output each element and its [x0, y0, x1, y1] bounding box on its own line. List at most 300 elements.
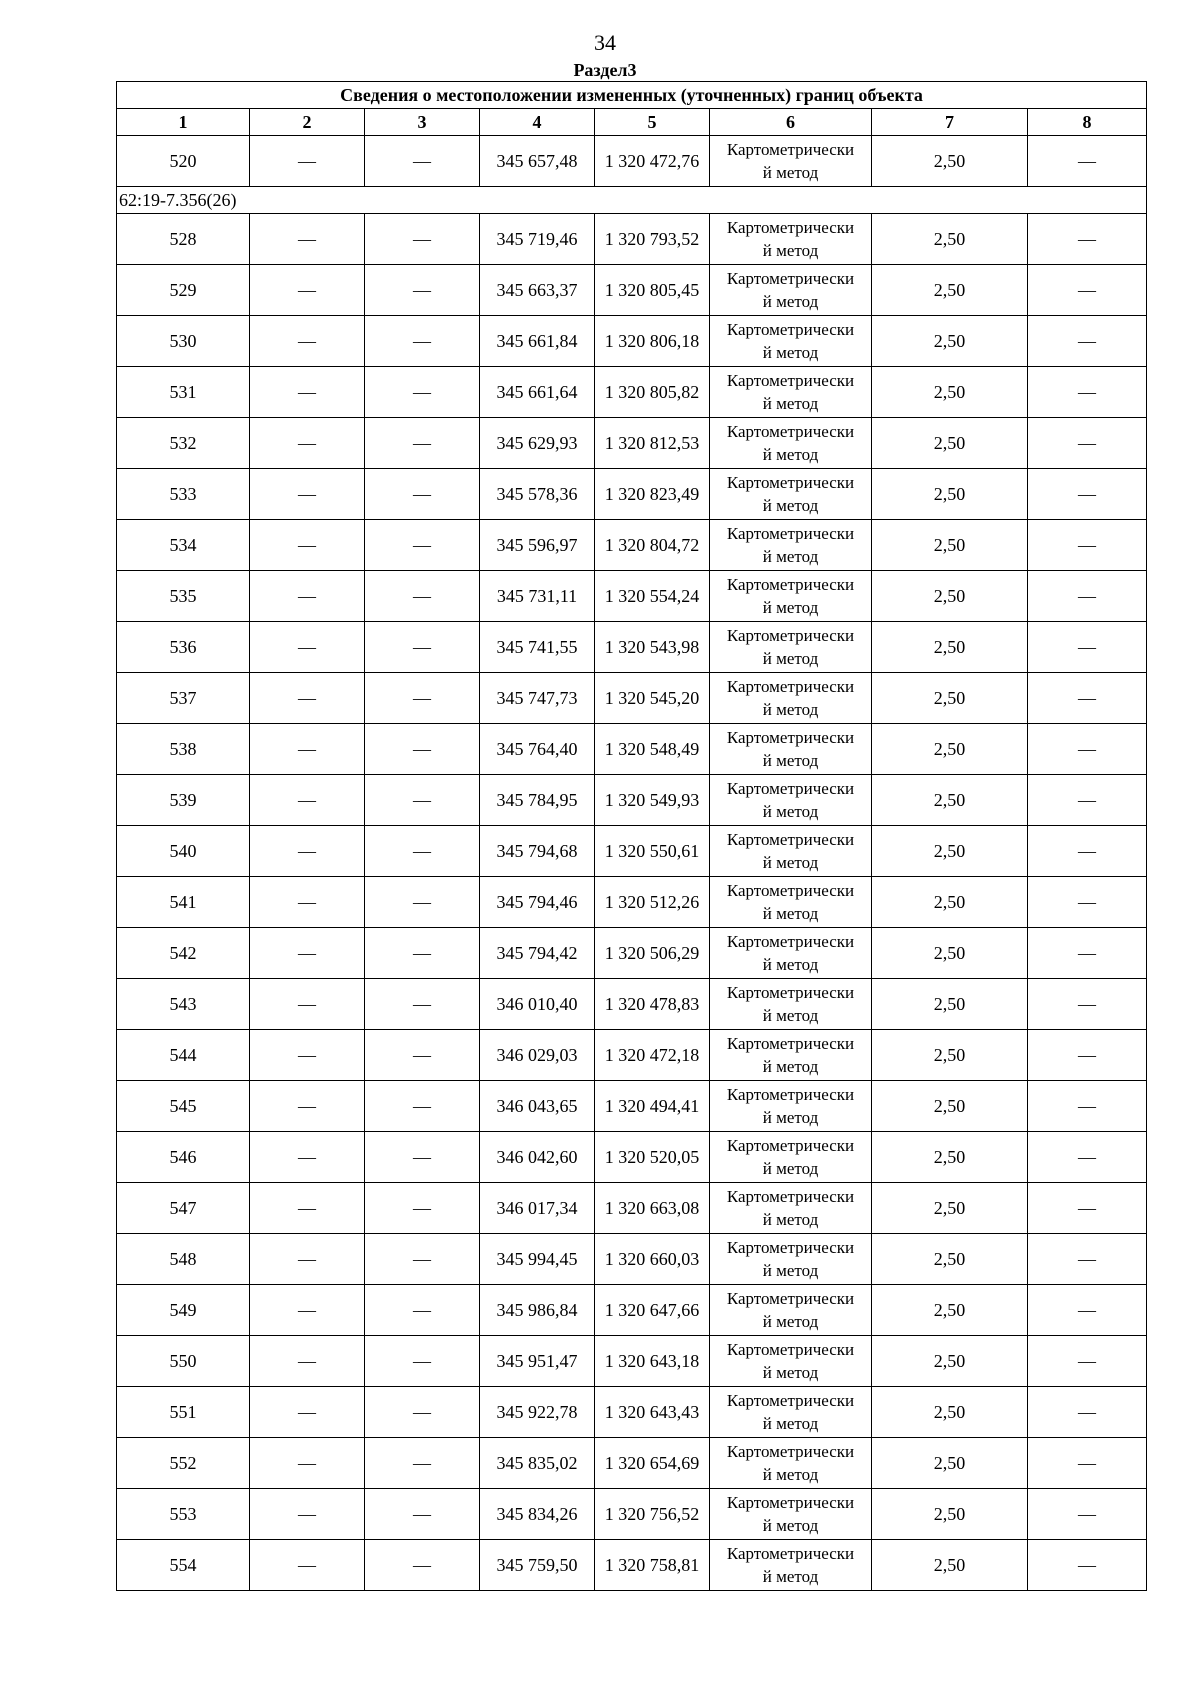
empty-dash: — — [250, 1183, 365, 1234]
point-number: 541 — [117, 877, 250, 928]
method-line: й метод — [762, 598, 819, 617]
empty-dash: — — [365, 469, 480, 520]
point-number: 531 — [117, 367, 250, 418]
table-row — [117, 877, 1147, 928]
method-cell — [710, 571, 872, 622]
method-line: Картометрически — [726, 1187, 855, 1206]
y-coordinate: 1 320 643,43 — [595, 1387, 710, 1438]
method-line: Картометрически — [726, 371, 855, 390]
empty-dash: — — [365, 1030, 480, 1081]
point-number: 532 — [117, 418, 250, 469]
point-number: 552 — [117, 1438, 250, 1489]
method-line: Картометрически — [726, 1289, 855, 1308]
section-label: Раздел3 — [573, 60, 637, 80]
y-coordinate: 1 320 643,18 — [595, 1336, 710, 1387]
method-cell — [710, 1438, 872, 1489]
empty-dash: — — [250, 1285, 365, 1336]
table-row — [117, 1438, 1147, 1489]
y-coordinate: 1 320 663,08 — [595, 1183, 710, 1234]
empty-dash: — — [250, 1234, 365, 1285]
y-coordinate: 1 320 472,18 — [595, 1030, 710, 1081]
point-number: 549 — [117, 1285, 250, 1336]
y-coordinate: 1 320 758,81 — [595, 1540, 710, 1591]
empty-dash: — — [1028, 214, 1147, 265]
point-number: 554 — [117, 1540, 250, 1591]
x-coordinate: 345 731,11 — [480, 571, 595, 622]
empty-dash: — — [365, 1540, 480, 1591]
empty-dash: — — [365, 136, 480, 187]
method-line: й метод — [762, 700, 819, 719]
method-line: й метод — [762, 496, 819, 515]
empty-dash: — — [250, 316, 365, 367]
method-line: й метод — [762, 955, 819, 974]
empty-dash: — — [365, 1081, 480, 1132]
method-line: й метод — [762, 1006, 819, 1025]
column-number: 5 — [595, 109, 710, 136]
table-row — [117, 928, 1147, 979]
method-cell — [710, 928, 872, 979]
table-row — [117, 724, 1147, 775]
empty-dash: — — [250, 1081, 365, 1132]
x-coordinate: 345 951,47 — [480, 1336, 595, 1387]
x-coordinate: 346 029,03 — [480, 1030, 595, 1081]
empty-dash: — — [1028, 367, 1147, 418]
table-row — [117, 1081, 1147, 1132]
x-coordinate: 346 010,40 — [480, 979, 595, 1030]
x-coordinate: 345 922,78 — [480, 1387, 595, 1438]
column-number: 3 — [365, 109, 480, 136]
empty-dash: — — [250, 1438, 365, 1489]
column-number: 8 — [1028, 109, 1147, 136]
y-coordinate: 1 320 472,76 — [595, 136, 710, 187]
x-coordinate: 345 747,73 — [480, 673, 595, 724]
method-cell — [710, 469, 872, 520]
empty-dash: — — [365, 673, 480, 724]
table-row — [117, 265, 1147, 316]
empty-dash: — — [1028, 136, 1147, 187]
x-coordinate: 345 986,84 — [480, 1285, 595, 1336]
empty-dash: — — [1028, 418, 1147, 469]
accuracy-value: 2,50 — [872, 979, 1028, 1030]
table-row — [117, 520, 1147, 571]
y-coordinate: 1 320 756,52 — [595, 1489, 710, 1540]
y-coordinate: 1 320 543,98 — [595, 622, 710, 673]
y-coordinate: 1 320 812,53 — [595, 418, 710, 469]
point-number: 520 — [117, 136, 250, 187]
empty-dash: — — [250, 469, 365, 520]
y-coordinate: 1 320 512,26 — [595, 877, 710, 928]
empty-dash: — — [1028, 1081, 1147, 1132]
empty-dash: — — [250, 520, 365, 571]
empty-dash: — — [250, 724, 365, 775]
method-cell — [710, 826, 872, 877]
empty-dash: — — [1028, 1438, 1147, 1489]
method-line: й метод — [762, 1312, 819, 1331]
point-number: 550 — [117, 1336, 250, 1387]
y-coordinate: 1 320 823,49 — [595, 469, 710, 520]
table-row — [117, 214, 1147, 265]
empty-dash: — — [1028, 1030, 1147, 1081]
x-coordinate: 345 794,46 — [480, 877, 595, 928]
method-line: й метод — [762, 649, 819, 668]
y-coordinate: 1 320 805,45 — [595, 265, 710, 316]
table-title: Сведения о местоположении измененных (уточненных) границ объекта — [117, 82, 1147, 109]
empty-dash: — — [365, 775, 480, 826]
accuracy-value: 2,50 — [872, 1183, 1028, 1234]
method-cell — [710, 214, 872, 265]
y-coordinate: 1 320 793,52 — [595, 214, 710, 265]
method-line: Картометрически — [726, 422, 855, 441]
y-coordinate: 1 320 478,83 — [595, 979, 710, 1030]
method-line: Картометрически — [726, 269, 855, 288]
method-cell — [710, 1540, 872, 1591]
empty-dash: — — [250, 826, 365, 877]
method-line: й метод — [762, 1465, 819, 1484]
point-number: 529 — [117, 265, 250, 316]
group-row — [117, 187, 1147, 214]
point-number: 534 — [117, 520, 250, 571]
empty-dash: — — [250, 418, 365, 469]
table-row — [117, 469, 1147, 520]
point-number: 530 — [117, 316, 250, 367]
x-coordinate: 345 835,02 — [480, 1438, 595, 1489]
point-number: 553 — [117, 1489, 250, 1540]
method-line: й метод — [762, 904, 819, 923]
y-coordinate: 1 320 654,69 — [595, 1438, 710, 1489]
method-cell — [710, 418, 872, 469]
method-cell — [710, 316, 872, 367]
empty-dash: — — [365, 1438, 480, 1489]
accuracy-value: 2,50 — [872, 1387, 1028, 1438]
empty-dash: — — [1028, 622, 1147, 673]
empty-dash: — — [250, 1132, 365, 1183]
accuracy-value: 2,50 — [872, 928, 1028, 979]
method-line: Картометрически — [726, 1034, 855, 1053]
method-cell — [710, 1387, 872, 1438]
table-row — [117, 1336, 1147, 1387]
point-number: 543 — [117, 979, 250, 1030]
point-number: 551 — [117, 1387, 250, 1438]
point-number: 548 — [117, 1234, 250, 1285]
empty-dash: — — [365, 877, 480, 928]
x-coordinate: 345 759,50 — [480, 1540, 595, 1591]
accuracy-value: 2,50 — [872, 826, 1028, 877]
x-coordinate: 345 596,97 — [480, 520, 595, 571]
y-coordinate: 1 320 806,18 — [595, 316, 710, 367]
method-line: Картометрически — [726, 473, 855, 492]
point-number: 537 — [117, 673, 250, 724]
table-row — [117, 979, 1147, 1030]
method-line: й метод — [762, 1108, 819, 1127]
column-number: 1 — [117, 109, 250, 136]
method-line: й метод — [762, 547, 819, 566]
x-coordinate: 345 661,84 — [480, 316, 595, 367]
point-number: 536 — [117, 622, 250, 673]
column-number: 7 — [872, 109, 1028, 136]
y-coordinate: 1 320 550,61 — [595, 826, 710, 877]
y-coordinate: 1 320 549,93 — [595, 775, 710, 826]
point-number: 544 — [117, 1030, 250, 1081]
y-coordinate: 1 320 548,49 — [595, 724, 710, 775]
y-coordinate: 1 320 520,05 — [595, 1132, 710, 1183]
empty-dash: — — [365, 367, 480, 418]
method-line: Картометрически — [726, 983, 855, 1002]
point-number: 540 — [117, 826, 250, 877]
accuracy-value: 2,50 — [872, 1081, 1028, 1132]
empty-dash: — — [365, 571, 480, 622]
accuracy-value: 2,50 — [872, 1132, 1028, 1183]
empty-dash: — — [1028, 1387, 1147, 1438]
empty-dash: — — [365, 1387, 480, 1438]
method-line: й метод — [762, 1159, 819, 1178]
empty-dash: — — [365, 622, 480, 673]
method-line: й метод — [762, 292, 819, 311]
empty-dash: — — [250, 136, 365, 187]
method-line: й метод — [762, 853, 819, 872]
point-number: 545 — [117, 1081, 250, 1132]
method-cell — [710, 367, 872, 418]
empty-dash: — — [365, 1489, 480, 1540]
method-line: Картометрически — [726, 728, 855, 747]
accuracy-value: 2,50 — [872, 1336, 1028, 1387]
method-line: Картометрически — [726, 1136, 855, 1155]
x-coordinate: 345 661,64 — [480, 367, 595, 418]
empty-dash: — — [1028, 826, 1147, 877]
page-number: 34 — [594, 30, 616, 55]
point-number: 538 — [117, 724, 250, 775]
column-number-row — [117, 109, 1147, 136]
method-cell — [710, 877, 872, 928]
y-coordinate: 1 320 506,29 — [595, 928, 710, 979]
empty-dash: — — [1028, 469, 1147, 520]
empty-dash: — — [365, 1183, 480, 1234]
x-coordinate: 345 719,46 — [480, 214, 595, 265]
accuracy-value: 2,50 — [872, 724, 1028, 775]
method-line: Картометрически — [726, 1238, 855, 1257]
table-row — [117, 136, 1147, 187]
column-number: 6 — [710, 109, 872, 136]
method-line: й метод — [762, 1567, 819, 1586]
method-cell — [710, 1336, 872, 1387]
method-line: Картометрически — [726, 140, 855, 159]
empty-dash: — — [1028, 775, 1147, 826]
method-line: й метод — [762, 1261, 819, 1280]
empty-dash: — — [365, 520, 480, 571]
accuracy-value: 2,50 — [872, 1234, 1028, 1285]
empty-dash: — — [1028, 928, 1147, 979]
empty-dash: — — [1028, 316, 1147, 367]
x-coordinate: 345 794,42 — [480, 928, 595, 979]
method-line: Картометрически — [726, 575, 855, 594]
x-coordinate: 345 764,40 — [480, 724, 595, 775]
method-cell — [710, 724, 872, 775]
method-cell — [710, 136, 872, 187]
empty-dash: — — [1028, 265, 1147, 316]
empty-dash: — — [365, 724, 480, 775]
table-row — [117, 1489, 1147, 1540]
empty-dash: — — [365, 928, 480, 979]
method-line: й метод — [762, 343, 819, 362]
accuracy-value: 2,50 — [872, 520, 1028, 571]
y-coordinate: 1 320 805,82 — [595, 367, 710, 418]
empty-dash: — — [365, 418, 480, 469]
empty-dash: — — [365, 1285, 480, 1336]
method-line: Картометрически — [726, 830, 855, 849]
table-row — [117, 1234, 1147, 1285]
accuracy-value: 2,50 — [872, 418, 1028, 469]
table-row — [117, 1132, 1147, 1183]
method-line: Картометрически — [726, 218, 855, 237]
point-number: 533 — [117, 469, 250, 520]
x-coordinate: 345 657,48 — [480, 136, 595, 187]
empty-dash: — — [1028, 1234, 1147, 1285]
method-cell — [710, 265, 872, 316]
method-cell — [710, 1183, 872, 1234]
method-line: Картометрически — [726, 1085, 855, 1104]
accuracy-value: 2,50 — [872, 316, 1028, 367]
accuracy-value: 2,50 — [872, 1540, 1028, 1591]
method-line: й метод — [762, 802, 819, 821]
column-number: 4 — [480, 109, 595, 136]
point-number: 539 — [117, 775, 250, 826]
method-line: Картометрически — [726, 779, 855, 798]
method-line: й метод — [762, 394, 819, 413]
accuracy-value: 2,50 — [872, 1285, 1028, 1336]
y-coordinate: 1 320 804,72 — [595, 520, 710, 571]
table-row — [117, 367, 1147, 418]
x-coordinate: 346 042,60 — [480, 1132, 595, 1183]
y-coordinate: 1 320 554,24 — [595, 571, 710, 622]
method-cell — [710, 622, 872, 673]
accuracy-value: 2,50 — [872, 469, 1028, 520]
empty-dash: — — [250, 1387, 365, 1438]
empty-dash: — — [250, 265, 365, 316]
method-cell — [710, 1030, 872, 1081]
table-row — [117, 1285, 1147, 1336]
table-row — [117, 775, 1147, 826]
table-row — [117, 1540, 1147, 1591]
empty-dash: — — [1028, 673, 1147, 724]
empty-dash: — — [250, 571, 365, 622]
table-row — [117, 673, 1147, 724]
method-line: й метод — [762, 241, 819, 260]
accuracy-value: 2,50 — [872, 571, 1028, 622]
method-cell — [710, 673, 872, 724]
x-coordinate: 345 663,37 — [480, 265, 595, 316]
empty-dash: — — [365, 979, 480, 1030]
empty-dash: — — [250, 979, 365, 1030]
method-cell — [710, 979, 872, 1030]
group-label: 62:19-7.356(26) — [117, 187, 1147, 214]
method-line: Картометрически — [726, 881, 855, 900]
empty-dash: — — [250, 1489, 365, 1540]
table-row — [117, 1183, 1147, 1234]
method-line: Картометрически — [726, 932, 855, 951]
method-line: Картометрически — [726, 1493, 855, 1512]
method-line: Картометрически — [726, 524, 855, 543]
method-cell — [710, 1234, 872, 1285]
accuracy-value: 2,50 — [872, 775, 1028, 826]
x-coordinate: 345 994,45 — [480, 1234, 595, 1285]
column-number: 2 — [250, 109, 365, 136]
x-coordinate: 345 578,36 — [480, 469, 595, 520]
accuracy-value: 2,50 — [872, 622, 1028, 673]
x-coordinate: 345 794,68 — [480, 826, 595, 877]
method-line: Картометрически — [726, 1442, 855, 1461]
table-row — [117, 316, 1147, 367]
empty-dash: — — [1028, 571, 1147, 622]
x-coordinate: 345 784,95 — [480, 775, 595, 826]
y-coordinate: 1 320 647,66 — [595, 1285, 710, 1336]
empty-dash: — — [1028, 979, 1147, 1030]
method-cell — [710, 1132, 872, 1183]
accuracy-value: 2,50 — [872, 1489, 1028, 1540]
point-number: 546 — [117, 1132, 250, 1183]
method-line: Картометрически — [726, 626, 855, 645]
empty-dash: — — [250, 673, 365, 724]
method-line: й метод — [762, 445, 819, 464]
accuracy-value: 2,50 — [872, 673, 1028, 724]
empty-dash: — — [250, 1030, 365, 1081]
table-row — [117, 571, 1147, 622]
empty-dash: — — [1028, 1540, 1147, 1591]
empty-dash: — — [250, 928, 365, 979]
accuracy-value: 2,50 — [872, 877, 1028, 928]
x-coordinate: 346 017,34 — [480, 1183, 595, 1234]
method-cell — [710, 1081, 872, 1132]
empty-dash: — — [1028, 520, 1147, 571]
empty-dash: — — [365, 1336, 480, 1387]
method-cell — [710, 775, 872, 826]
empty-dash: — — [250, 1540, 365, 1591]
x-coordinate: 346 043,65 — [480, 1081, 595, 1132]
point-number: 547 — [117, 1183, 250, 1234]
accuracy-value: 2,50 — [872, 214, 1028, 265]
y-coordinate: 1 320 494,41 — [595, 1081, 710, 1132]
table-row — [117, 826, 1147, 877]
empty-dash: — — [1028, 877, 1147, 928]
table-row — [117, 1387, 1147, 1438]
method-cell — [710, 520, 872, 571]
point-number: 528 — [117, 214, 250, 265]
table-row — [117, 622, 1147, 673]
accuracy-value: 2,50 — [872, 136, 1028, 187]
empty-dash: — — [250, 622, 365, 673]
y-coordinate: 1 320 545,20 — [595, 673, 710, 724]
method-line: й метод — [762, 1363, 819, 1382]
empty-dash: — — [365, 316, 480, 367]
empty-dash: — — [250, 1336, 365, 1387]
method-line: Картометрически — [726, 1340, 855, 1359]
method-line: Картометрически — [726, 1391, 855, 1410]
empty-dash: — — [1028, 724, 1147, 775]
empty-dash: — — [250, 775, 365, 826]
method-line: Картометрически — [726, 1544, 855, 1563]
method-cell — [710, 1489, 872, 1540]
empty-dash: — — [1028, 1132, 1147, 1183]
point-number: 542 — [117, 928, 250, 979]
method-line: й метод — [762, 751, 819, 770]
method-line: й метод — [762, 1057, 819, 1076]
coordinates-table — [116, 81, 1147, 1591]
method-line: й метод — [762, 1414, 819, 1433]
x-coordinate: 345 629,93 — [480, 418, 595, 469]
empty-dash: — — [250, 877, 365, 928]
method-line: й метод — [762, 1516, 819, 1535]
empty-dash: — — [365, 214, 480, 265]
empty-dash: — — [250, 367, 365, 418]
empty-dash: — — [1028, 1489, 1147, 1540]
